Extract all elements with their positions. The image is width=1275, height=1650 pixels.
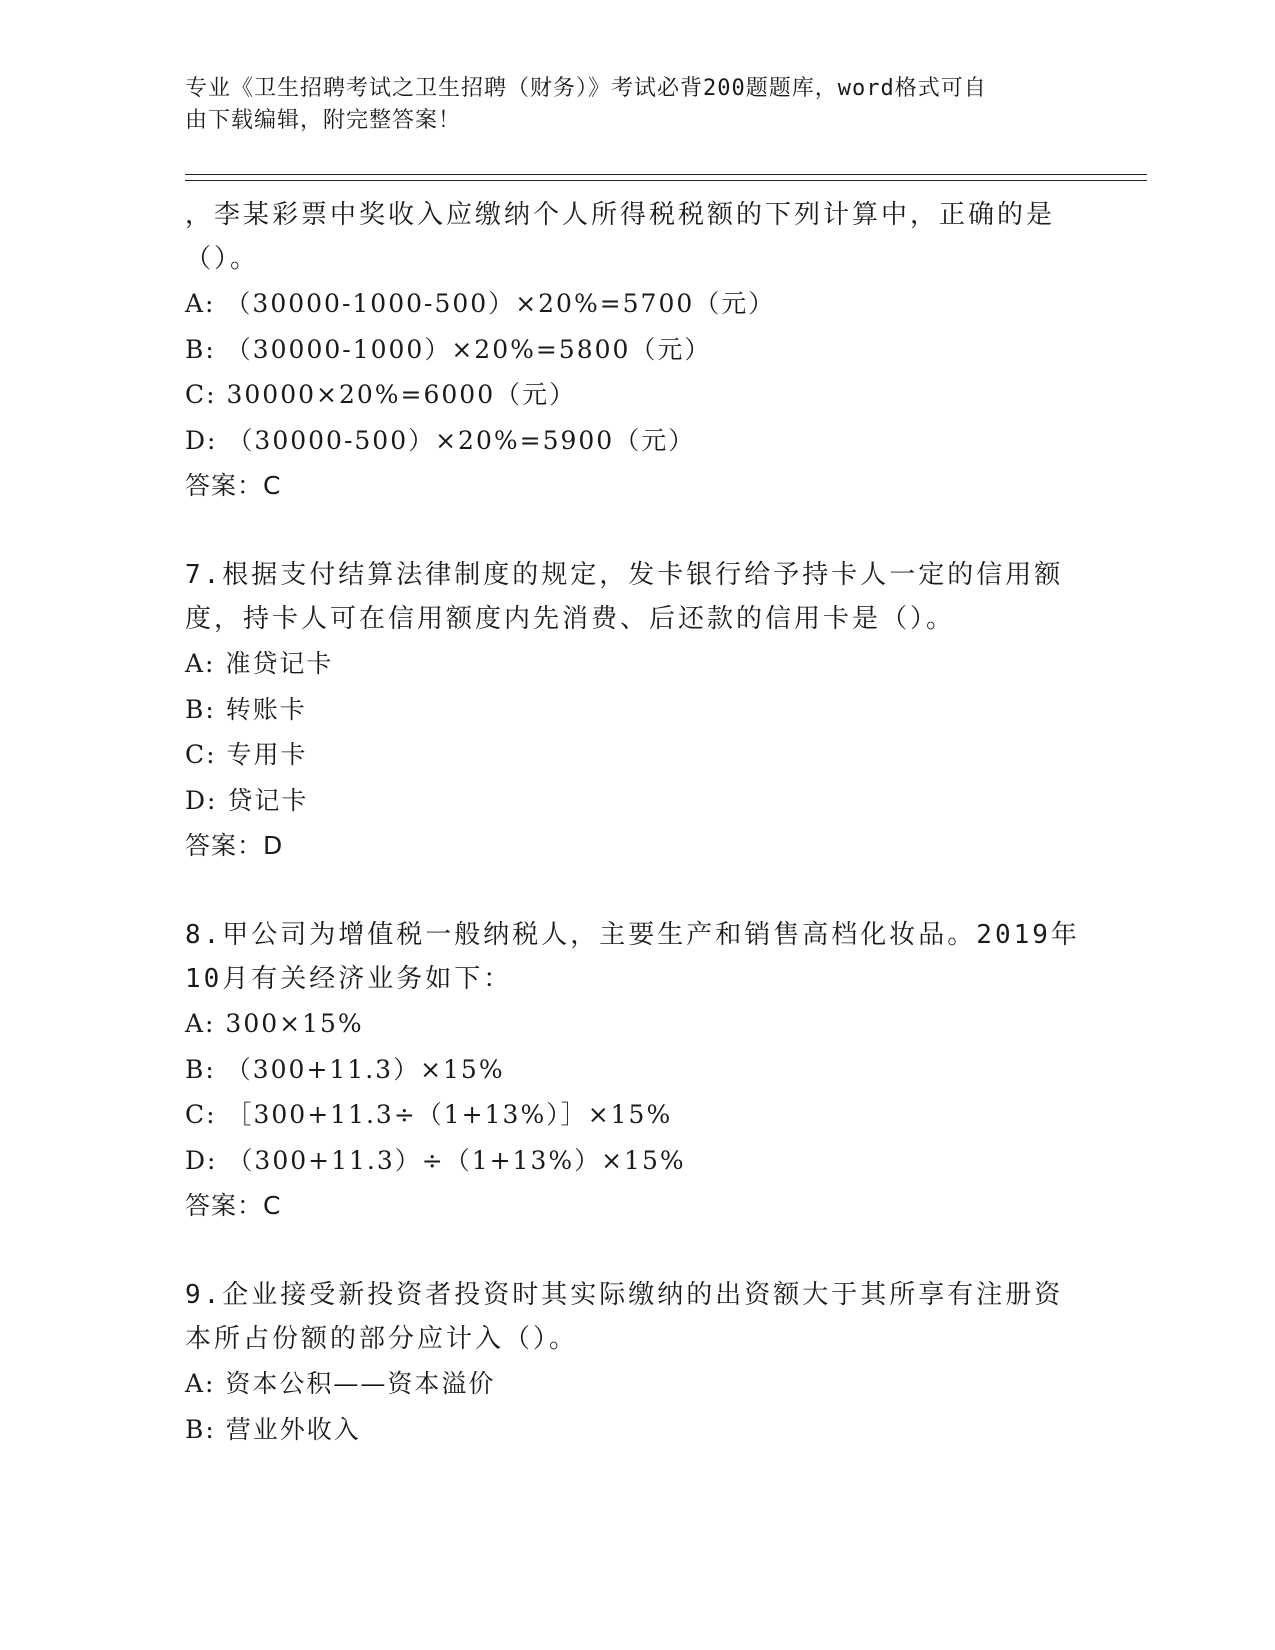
option-b: B: 转账卡 — [185, 694, 307, 724]
header-line-1: 专业《卫生招聘考试之卫生招聘（财务）》考试必背200题题库，word格式可自 — [185, 76, 987, 101]
option-c: C: ［300+11.3÷（1+13%）］×15% — [185, 1100, 673, 1129]
answer-line: 答案：C — [185, 1191, 282, 1220]
option-d: D: （300+11.3）÷（1+13%）×15% — [185, 1145, 686, 1175]
header-line-2: 由下载编辑，附完整答案！ — [185, 108, 462, 133]
question-stem-line: 8.甲公司为增值税一般纳税人，主要生产和销售高档化妆品。2019年 — [185, 920, 1080, 950]
option-a: A: 资本公积——资本溢价 — [185, 1369, 496, 1398]
spacer — [185, 1228, 1075, 1273]
option-b: B: （30000-1000）×20%=5800（元） — [185, 334, 712, 364]
option-a: A: （30000-1000-500）×20%=5700（元） — [185, 289, 776, 318]
option-d: D: （30000-500）×20%=5900（元） — [185, 425, 696, 455]
question-stem-line: （）。 — [185, 244, 260, 274]
answer-line: 答案：D — [185, 831, 284, 860]
document-header — [185, 73, 1075, 137]
question-block — [185, 1273, 1075, 1452]
question-block — [185, 193, 1075, 508]
question-list — [185, 193, 1080, 1452]
answer-line: 答案：C — [185, 471, 282, 500]
option-b: B: （300+11.3）×15% — [185, 1054, 505, 1084]
question-stem-line: 9.企业接受新投资者投资时其实际缴纳的出资额大于其所享有注册资 — [185, 1280, 1064, 1310]
option-d: D: 贷记卡 — [185, 785, 309, 815]
spacer — [185, 868, 1075, 913]
option-c: C: 30000×20%=6000（元） — [185, 380, 577, 409]
option-a: A: 300×15% — [185, 1009, 364, 1038]
header-rule-top — [185, 174, 1147, 175]
header-rule-bottom — [185, 180, 1147, 181]
option-b: B: 营业外收入 — [185, 1414, 361, 1444]
option-c: C: 专用卡 — [185, 740, 308, 769]
option-a: A: 准贷记卡 — [185, 649, 334, 678]
question-stem-line: 10月有关经济业务如下： — [185, 964, 513, 994]
question-block — [185, 913, 1080, 1228]
spacer — [185, 508, 1075, 553]
question-stem-line: 度，持卡人可在信用额度内先消费、后还款的信用卡是（）。 — [185, 604, 956, 634]
question-stem-line: 7.根据支付结算法律制度的规定，发卡银行给予持卡人一定的信用额 — [185, 560, 1064, 590]
question-block — [185, 553, 1075, 868]
question-stem-line: 本所占份额的部分应计入（）。 — [185, 1324, 579, 1354]
question-stem-line: ，李某彩票中奖收入应缴纳个人所得税税额的下列计算中，正确的是 — [185, 200, 1056, 230]
